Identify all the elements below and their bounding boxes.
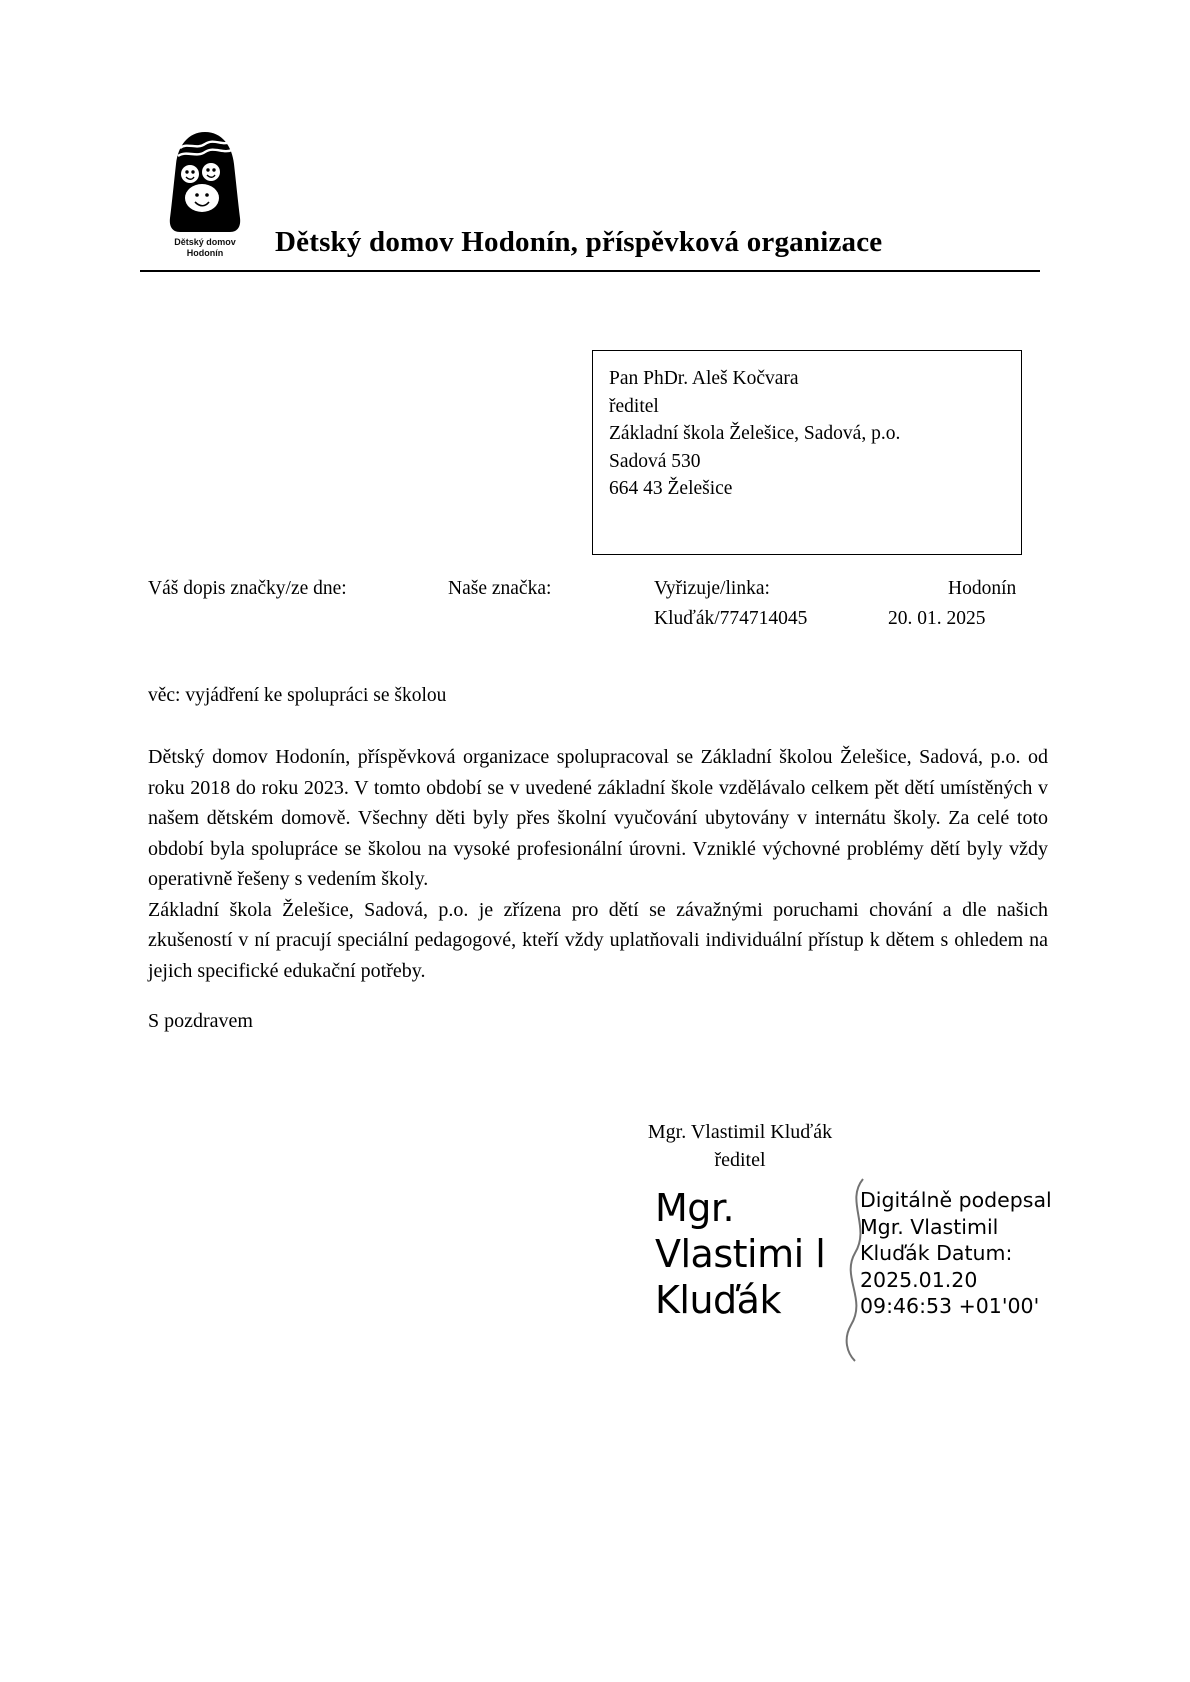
header-divider <box>140 270 1040 272</box>
reference-row <box>148 578 1048 638</box>
address-line: ředitel <box>609 395 659 417</box>
handled-by-label: Vyřizuje/linka: <box>654 578 770 599</box>
logo-caption <box>150 237 260 259</box>
body-paragraph-1: Dětský domov Hodonín, příspěvková organizace spolupracoval se Základní školou Želešice, Sadová, p.o. od roku 2018 do roku 2023. V tomto období se v uvedené základní škole vzdělávalo celkem pět dětí umístěných v našem dětském domově. Všechny děti byly přes školní vyučování ubytovány v internátu školy. Za celé toto období byla spolupráce se školou na vysoké profesionální úrovni. Vzniklé výchovné problémy dětí byly vždy operativně řešeny s vedením školy. <box>148 746 1048 890</box>
letter-body <box>148 742 1048 986</box>
address-line: 664 43 Želešice <box>609 478 733 499</box>
recipient-address-box <box>592 350 1022 555</box>
city-label: Hodonín <box>948 578 1017 599</box>
address-line: Základní škola Želešice, Sadová, p.o. <box>609 423 901 444</box>
signature-block <box>520 1118 960 1174</box>
digital-signature-name: Mgr. Vlastimi l Kluďák <box>655 1186 826 1322</box>
logo-caption-line2: Hodonín <box>186 248 224 258</box>
organization-title: Dětský domov Hodonín, příspěvková organizace <box>275 226 883 258</box>
organization-logo <box>150 130 260 270</box>
digital-signature-stamp <box>655 1185 1055 1360</box>
address-line: Pan PhDr. Aleš Kočvara <box>609 368 799 389</box>
signer-role: ředitel <box>714 1149 766 1171</box>
handled-by-value: Kluďák/774714045 <box>654 608 808 629</box>
signer-name: Mgr. Vlastimil Kluďák <box>647 1121 833 1143</box>
letterhead <box>140 130 1040 275</box>
children-home-logo-icon <box>166 130 244 235</box>
our-reference-label: Naše značka: <box>448 578 552 599</box>
address-line: Sadová 530 <box>609 450 701 472</box>
digital-signature-meta: Digitálně podepsal Mgr. Vlastimil Kluďák Datum: 2025.01.20 09:46:53 +01'00' <box>860 1188 1052 1318</box>
your-letter-label: Váš dopis značky/ze dne: <box>148 578 347 599</box>
letter-date: 20. 01. 2025 <box>888 608 986 629</box>
body-paragraph-2: Základní škola Želešice, Sadová, p.o. je zřízena pro dětí se závažnými poruchami chování a dle našich zkušeností v ní pracují speciální pedagogové, kteří vždy uplatňovali individuální přístup k dětem s ohledem na jejich specifické edukační potřeby. <box>148 898 1048 982</box>
logo-caption-line1: Dětský domov <box>174 237 236 247</box>
letter-subject: věc: vyjádření ke spolupráci se školou <box>148 685 447 706</box>
closing-salutation: S pozdravem <box>148 1010 253 1032</box>
